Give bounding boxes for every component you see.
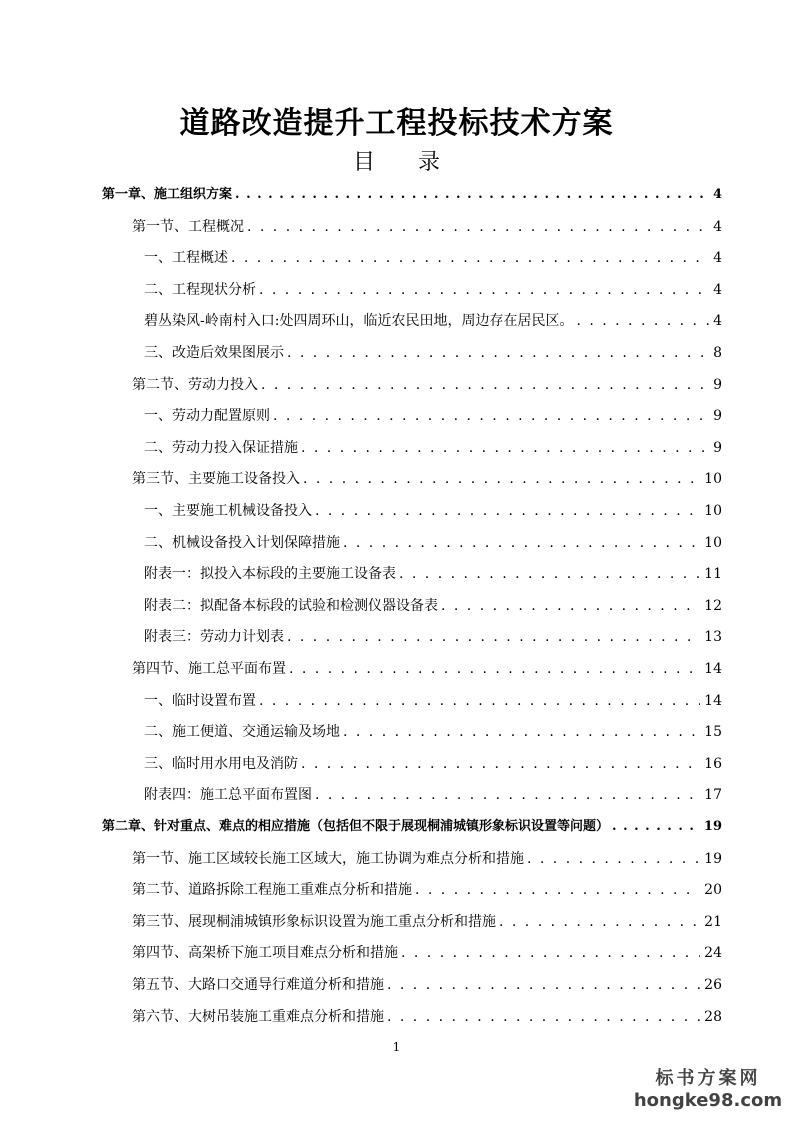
toc-entry[interactable] [132,911,722,933]
toc-leader-dots [401,942,700,964]
toc-entry-page: 15 [704,724,722,740]
toc-leader-dots [499,911,700,933]
toc-entry[interactable] [144,626,722,648]
toc-entry-page: 10 [704,503,722,519]
toc-entry[interactable] [144,500,722,522]
toc-entry-title: 三、改造后效果图展示 [144,345,284,361]
toc-entry[interactable] [132,848,722,870]
toc-entry-page: 4 [713,250,722,266]
toc-entry-title: 一、临时设置布置 [144,693,256,709]
toc-entry-title: 第六节、大树吊装施工重难点分析和措施 [132,1009,384,1025]
toc-entry[interactable] [144,310,722,332]
toc-entry[interactable] [102,184,722,206]
watermark-logo [633,1068,783,1112]
toc-entry-title: 二、劳动力投入保证措施 [144,440,298,456]
toc-entry-page: 21 [704,914,722,930]
toc-entry[interactable] [132,879,722,901]
toc-entry-title: 第一节、工程概况 [132,219,244,235]
toc-entry[interactable] [144,279,722,301]
toc-entry-page: 8 [713,345,722,361]
document-title: 道路改造提升工程投标技术方案 [179,106,614,141]
toc-leader-dots [273,405,709,427]
toc-leader-dots [315,784,700,806]
toc-entry[interactable] [144,247,722,269]
toc-entry-page: 19 [704,851,722,867]
toc-leader-dots [387,1006,700,1028]
toc-entry-title: 碧丛染风-岭南村入口:处四周环山，临近农民田地，周边存在居民区。 [144,313,574,329]
toc-leader-dots [399,563,700,585]
toc-entry-title: 一、工程概述 [144,250,228,266]
toc-heading: 目 录 [353,150,458,175]
toc-entry-title: 二、施工便道、交通运输及场地 [144,724,340,740]
toc-entry[interactable] [132,468,722,490]
toc-entry[interactable] [132,374,722,396]
toc-entry-page: 19 [703,819,722,834]
toc-leader-dots [287,626,700,648]
toc-entry-title: 附表一：拟投入本标段的主要施工设备表 [144,566,396,582]
watermark-name: 标书方案网 [655,1068,761,1089]
toc-entry-title: 附表三：劳动力计划表 [144,629,284,645]
toc-entry[interactable] [144,437,722,459]
toc-leader-dots [387,974,700,996]
toc-entry-title: 一、劳动力配置原则 [144,408,270,424]
toc-entry[interactable] [144,405,722,427]
toc-entry-title: 一、主要施工机械设备投入 [144,503,312,519]
toc-entry[interactable] [132,942,722,964]
toc-leader-dots [231,247,709,269]
toc-entry-title: 第二章、针对重点、难点的相应措施（包括但不限于展现桐浦城镇形象标识设置等问题） [102,819,610,834]
toc-leader-dots [259,279,709,301]
toc-leader-dots [261,374,709,396]
watermark-url: hongke98.com [633,1090,783,1111]
toc-entry-title: 二、工程现状分析 [144,282,256,298]
toc-entry-title: 附表四：施工总平面布置图 [144,787,312,803]
toc-leader-dots [315,500,700,522]
toc-leader-dots [289,658,700,680]
toc-entry[interactable] [144,784,722,806]
toc-entry-title: 第三节、展现桐浦城镇形象标识设置为施工重点分析和措施 [132,914,496,930]
toc-entry[interactable] [144,753,722,775]
toc-leader-dots [343,532,700,554]
toc-leader-dots [415,879,700,901]
toc-entry-title: 第四节、施工总平面布置 [132,661,286,677]
toc-entry-page: 4 [713,219,722,235]
toc-leader-dots [235,184,709,206]
toc-entry[interactable] [132,974,722,996]
toc-entry[interactable] [144,690,722,712]
toc-entry[interactable] [144,595,722,617]
toc-entry-page: 28 [704,1009,722,1025]
toc-leader-dots [576,310,709,332]
toc-leader-dots [441,595,700,617]
toc-entry-page: 14 [704,693,722,709]
toc-entry-title: 二、机械设备投入计划保障措施 [144,535,340,551]
toc-leader-dots [612,816,700,838]
toc-entry-page: 10 [704,535,722,551]
page-number: 1 [392,1040,401,1054]
toc-entry-page: 9 [713,408,722,424]
toc-entry-page: 12 [704,598,722,614]
toc-entry-page: 13 [704,629,722,645]
toc-entry-page: 4 [713,313,722,329]
toc-entry-title: 第五节、大路口交通导行难道分析和措施 [132,977,384,993]
toc-leader-dots [301,753,700,775]
toc-leader-dots [247,216,709,238]
toc-entry[interactable] [144,721,722,743]
toc-entry-title: 第一节、施工区域较长施工区域大，施工协调为难点分析和措施 [132,851,524,867]
toc-entry-page: 11 [704,566,722,582]
toc-entry-page: 4 [712,187,722,202]
toc-entry-page: 14 [704,661,722,677]
toc-entry[interactable] [144,342,722,364]
toc-entry-title: 第三节、主要施工设备投入 [132,471,300,487]
toc-entry-page: 26 [704,977,722,993]
toc-leader-dots [287,342,709,364]
toc-leader-dots [343,721,700,743]
toc-entry-title: 三、临时用水用电及消防 [144,756,298,772]
toc-leader-dots [303,468,700,490]
toc-entry-page: 10 [704,471,722,487]
toc-entry-title: 第二节、劳动力投入 [132,377,258,393]
toc-entry-page: 20 [704,882,722,898]
toc-entry[interactable] [144,563,722,585]
toc-entry[interactable] [102,816,722,838]
toc-entry-title: 第一章、施工组织方案 [102,187,233,202]
toc-entry-title: 附表二：拟配备本标段的试验和检测仪器设备表 [144,598,438,614]
toc-leader-dots [259,690,700,712]
toc-entry-page: 4 [713,282,722,298]
toc-entry-page: 16 [704,756,722,772]
toc-entry-title: 第二节、道路拆除工程施工重难点分析和措施 [132,882,412,898]
toc-entry-page: 17 [704,787,722,803]
toc-entry[interactable] [144,532,722,554]
toc-entry[interactable] [132,216,722,238]
toc-entry[interactable] [132,1006,722,1028]
toc-entry[interactable] [132,658,722,680]
toc-entry-page: 9 [713,377,722,393]
toc-leader-dots [301,437,709,459]
toc-entry-title: 第四节、高架桥下施工项目难点分析和措施 [132,945,398,961]
toc-leader-dots [527,848,700,870]
toc-entry-page: 24 [704,945,722,961]
toc-entry-page: 9 [713,440,722,456]
